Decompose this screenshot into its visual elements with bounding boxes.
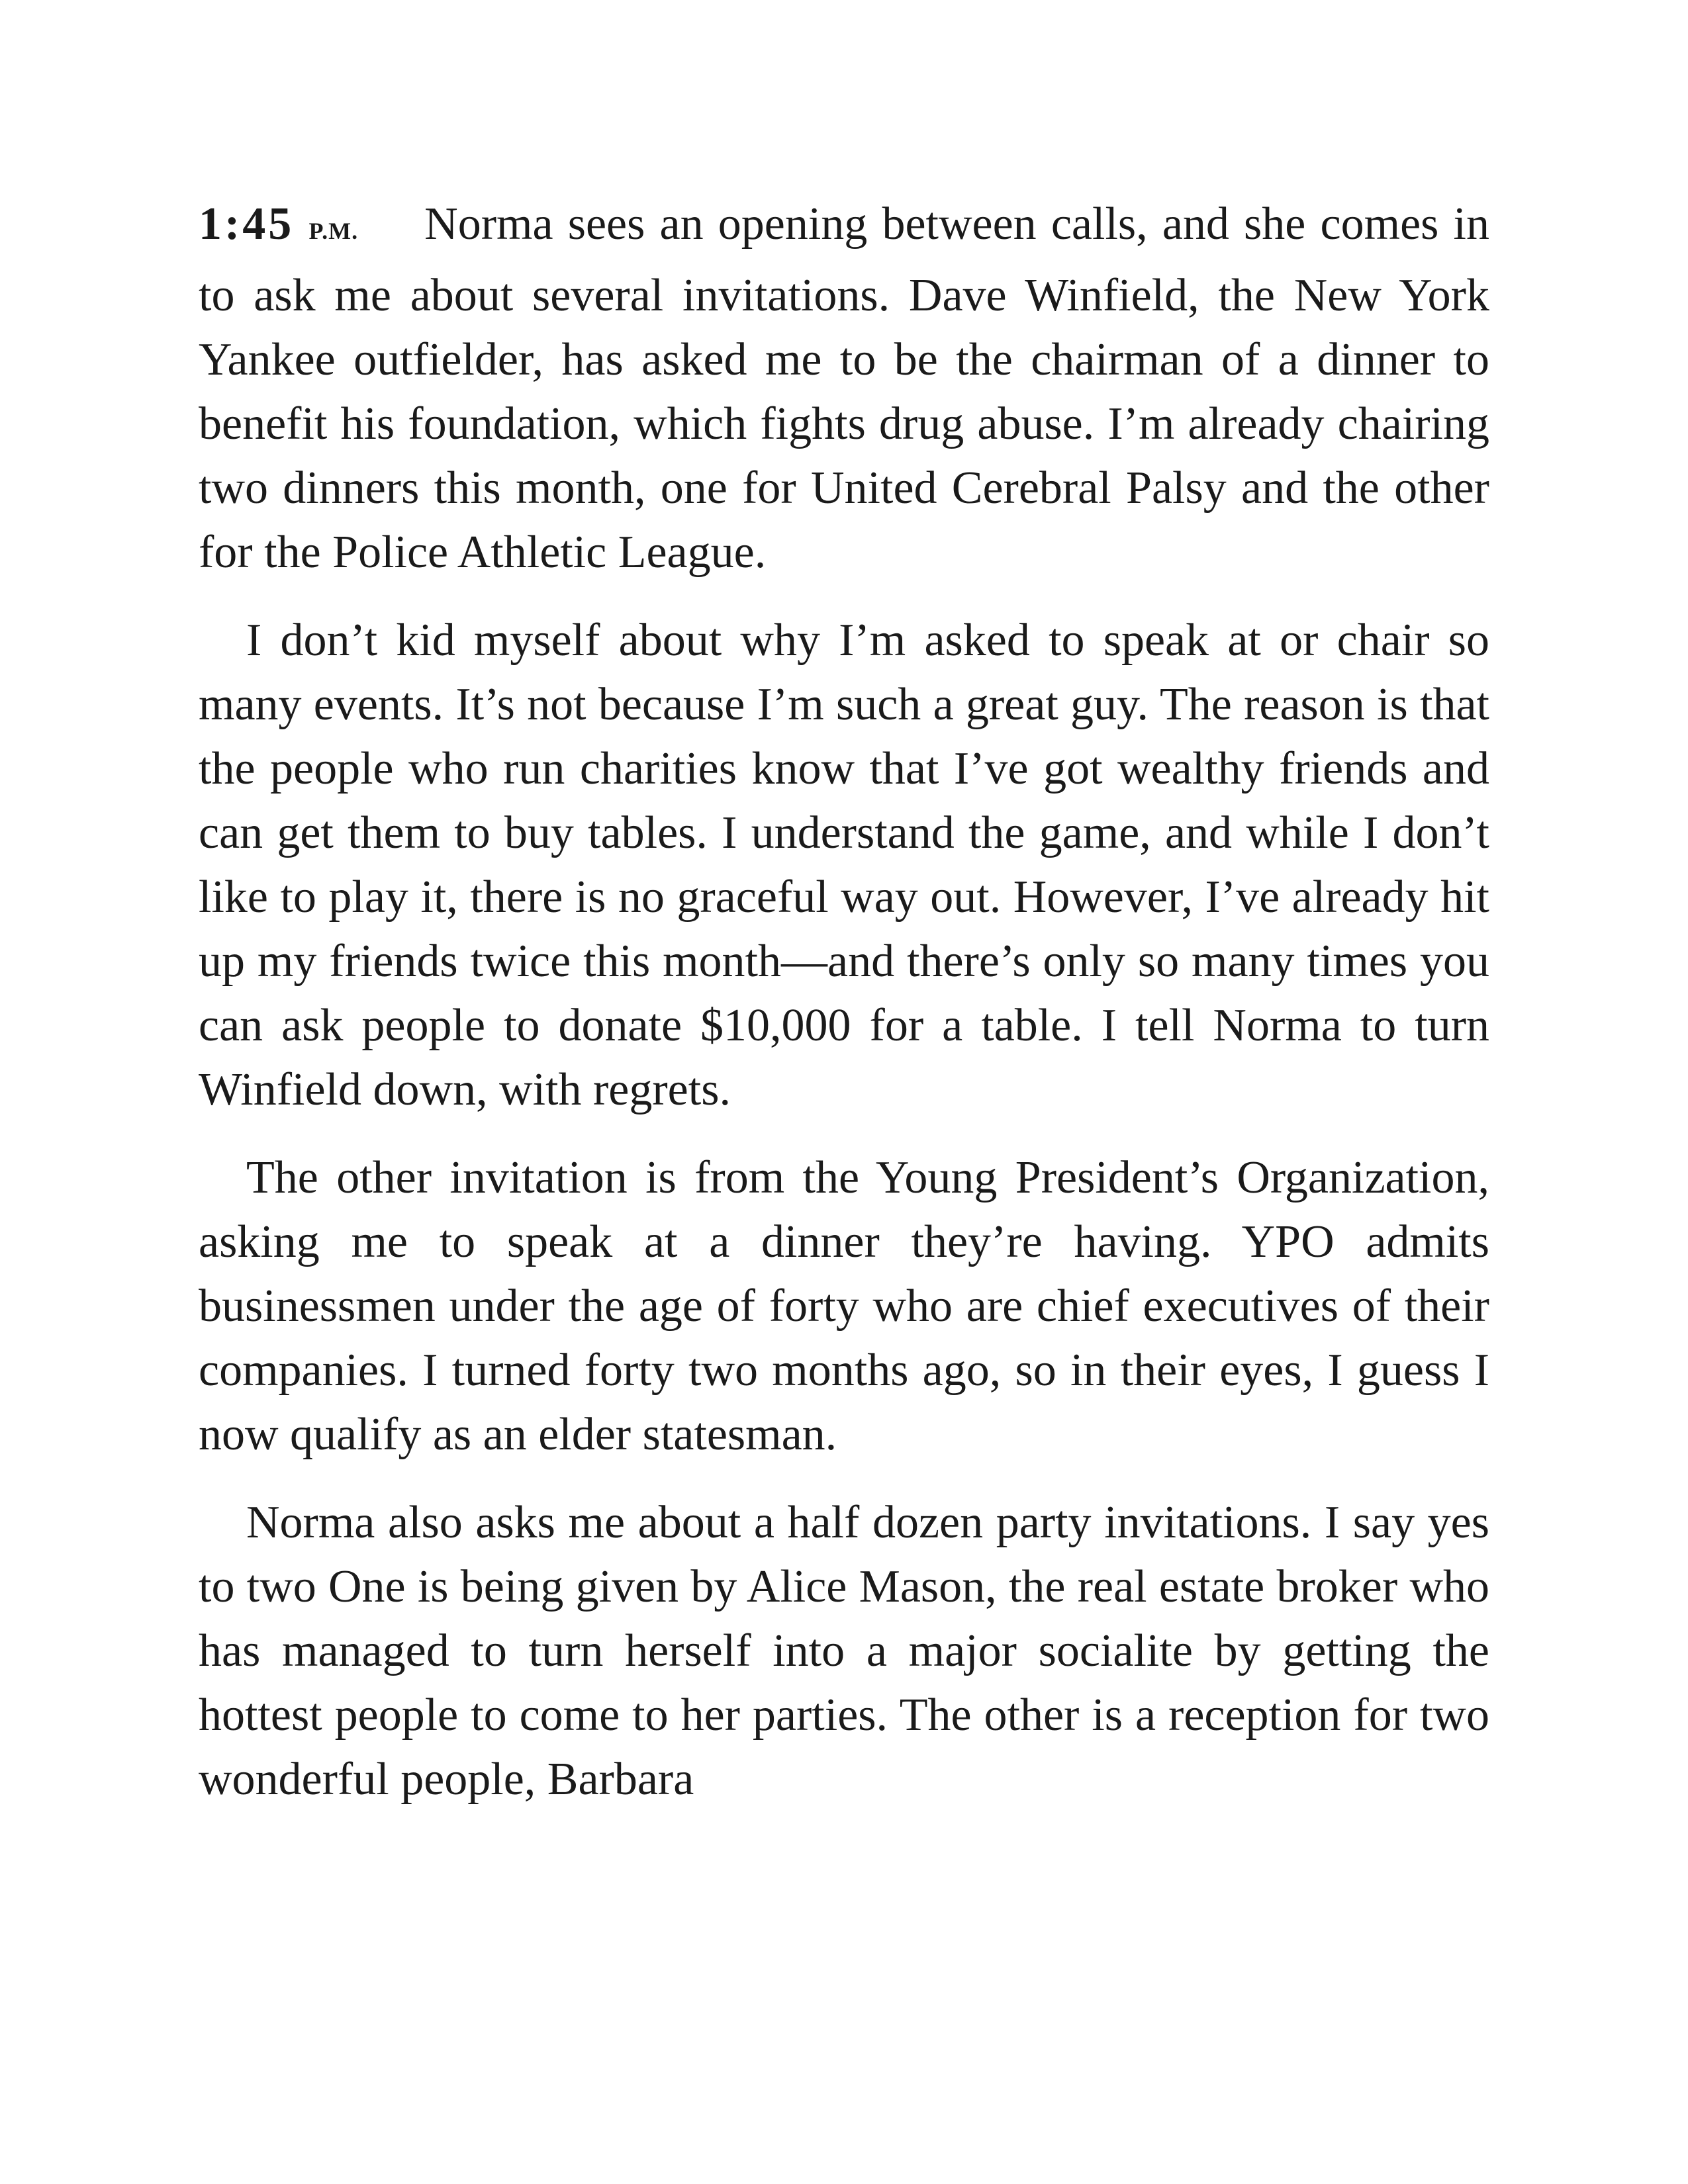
paragraph-3: The other invitation is from the Young President’s Organization, asking me to speak at a dinner they’re having. YPO admits businessmen under the age of forty who are chief executives of their companies. I turned forty two months ago, so in their eyes, I guess I now qualify as an elder statesman. xyxy=(199,1152,1489,1460)
paragraph-2: I don’t kid myself about why I’m asked to speak at or chair so many events. It’s not because I’m such a great guy. The reason is that the people who run charities know that I’ve got wealthy friends and can get them to buy tables. I understand the game, and while I don’t like to play it, there is no graceful way out. However, I’ve already hit up my friends twice this month—and there’s only so many times you can ask people to donate $10,000 for a table. I tell Norma to turn Winfield down, with regrets. xyxy=(199,615,1489,1115)
entry-time: 1:45 xyxy=(199,199,295,250)
entry-ampm: P.M. xyxy=(308,218,359,244)
paragraph-1 xyxy=(199,192,1489,584)
page-body xyxy=(199,192,1489,1835)
paragraph-1-text: Norma sees an opening between calls, and she comes in to ask me about several invitations. Dave Winfield, the New York Yankee outfielder, has asked me to be the chairman of a dinner to benefit his foundation, which fights drug abuse. I’m already chairing two dinners this month, one for United Cerebral Palsy and the other for the Police Athletic League. xyxy=(199,199,1490,578)
paragraph-4: Norma also asks me about a half dozen party invitations. I say yes to two One is being given by Alice Mason, the real estate broker who has managed to turn herself into a major socialite by getting the hottest people to come to her parties. The other is a reception for two wonderful people, Barbara xyxy=(199,1497,1489,1805)
